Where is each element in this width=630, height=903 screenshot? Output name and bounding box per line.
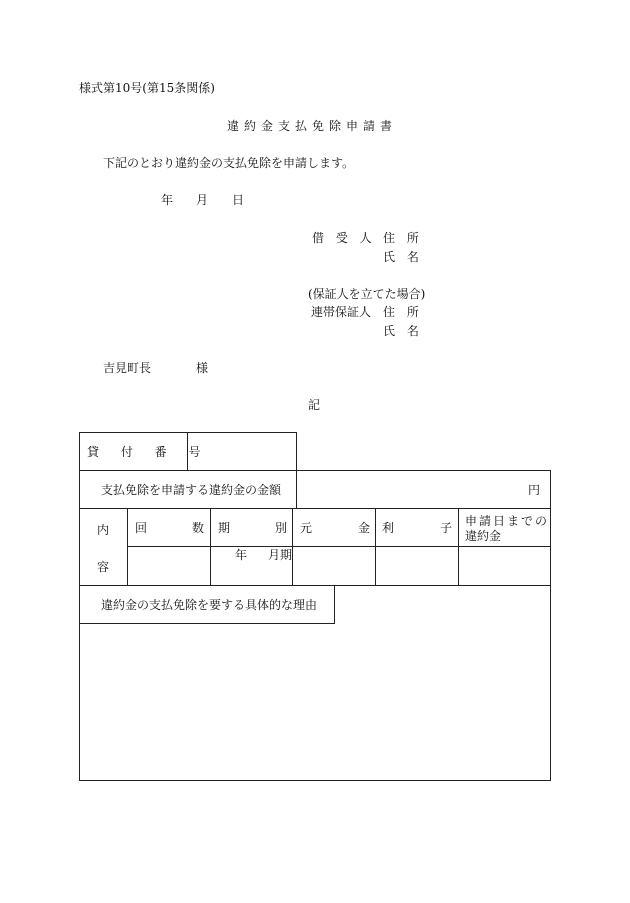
page-title: 違約金支払免除申請書 [227, 119, 398, 133]
col-header-kai: 回 [135, 521, 148, 535]
guarantor-note: (保証人を立てた場合) [308, 287, 426, 301]
reason-label: 違約金の支払免除を要する具体的な理由 [101, 598, 318, 612]
addressee-honorific: 様 [196, 361, 209, 375]
col-header-kin: 金 [358, 521, 371, 535]
addressee-title: 吉見町長 [103, 361, 152, 375]
col-header-ki: 期 [218, 521, 231, 535]
yen-unit: 円 [528, 483, 541, 497]
form-number: 様式第10号(第15条関係) [79, 81, 215, 95]
contents-label-top: 内 [97, 523, 110, 537]
date-day: 日 [232, 193, 245, 207]
intro-text: 下記のとおり違約金の支払免除を申請します。 [103, 156, 355, 170]
col-header-shi: 子 [440, 521, 453, 535]
reason-field[interactable] [81, 625, 549, 779]
exemption-amount-label: 支払免除を申請する違約金の金額 [101, 483, 282, 497]
period-month-label: 月期 [268, 548, 293, 562]
borrower-address-label: 住 所 [383, 231, 423, 245]
col-header-ri: 利 [382, 521, 395, 535]
ki-heading: 記 [308, 398, 321, 412]
col-header-gen: 元 [300, 521, 313, 535]
borrower-name-label: 氏 名 [383, 250, 423, 264]
contents-label-bottom: 容 [97, 560, 110, 574]
period-year-label: 年 [235, 548, 248, 562]
loan-number-field[interactable] [189, 434, 295, 469]
col-header-penalty-line2: 違約金 [465, 529, 502, 543]
guarantor-role: 連帯保証人 [311, 305, 372, 319]
date-month: 月 [196, 193, 209, 207]
date-year: 年 [161, 193, 174, 207]
col-header-kazu: 数 [192, 521, 205, 535]
loan-number-label: 貸 付 番 号 [87, 445, 210, 459]
col-header-penalty-line1: 申請日までの [465, 514, 550, 528]
borrower-role: 借 受 人 [312, 231, 376, 245]
exemption-amount-field[interactable] [298, 472, 522, 507]
guarantor-address-label: 住 所 [383, 305, 423, 319]
guarantor-name-label: 氏 名 [383, 324, 423, 338]
col-header-betsu: 別 [275, 521, 288, 535]
